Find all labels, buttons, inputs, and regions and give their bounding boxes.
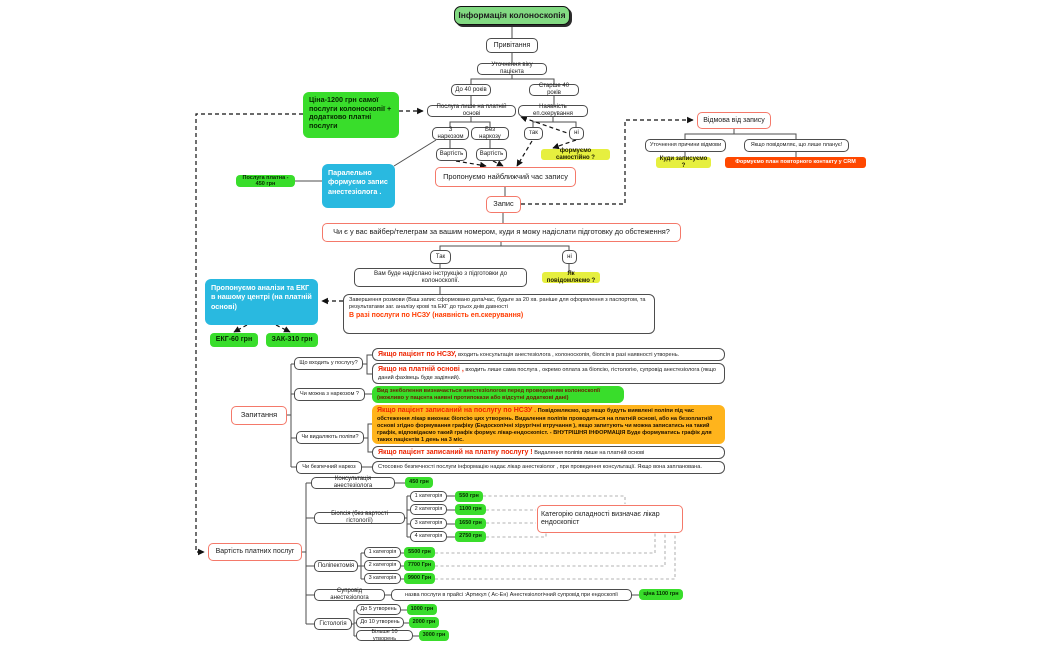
faq-q-safety[interactable]: Чи безпечний наркоз [296, 461, 362, 474]
closing-node[interactable] [343, 294, 655, 334]
biopsy-cat-4[interactable]: 4 категорія [410, 531, 447, 542]
histology-item-2[interactable]: До 10 утворень [356, 617, 404, 628]
polyp-cat-3[interactable]: 3 категорія [364, 573, 401, 584]
faq-q-anesthesia[interactable]: Чи можна з наркозом ? [294, 388, 365, 401]
biopsy-price-3: 1650 грн [455, 518, 486, 529]
faq-a-nszu-rest: входить консультація анестезіолога , колоноскопія, біопсія в разі наявності утворень. [456, 352, 680, 358]
referral-yes-node[interactable]: так [524, 127, 543, 140]
messenger-yes-node[interactable]: Так [430, 250, 451, 264]
messenger-question-node[interactable]: Чи є у вас вайбер/телеграм за вашим номером, куди я можу надіслати підготовку до обстеження? [322, 223, 681, 242]
faq-a-paid-rest: входить лише сама послуга , окремо оплата за біопсію, гістологію, супровід анестезіолога (якщо даний фахівець буде задіяний). [378, 367, 716, 381]
parallel-booking-note[interactable]: Паралельно формуємо запис анестезіолога . [322, 164, 395, 208]
histology-price-1: 1000 грн [407, 604, 437, 615]
polyp-price-3: 9900 Грн [404, 573, 435, 584]
faq-a-anesthesia[interactable]: Вид знеболення визначається анестезіологом перед проведенням колоноскопії (можливо у пацєнта наявні протипокази або відсутні додаткові дані) [372, 386, 624, 403]
faq-a-paid-lead: Якщо на платній основі , [378, 366, 464, 373]
biopsy-cat-2[interactable]: 2 категорія [410, 504, 447, 515]
faq-a-polyps-nszu-rest: Повідомляємо, що якщо будуть виявлені поліпи під час обстеження лікар виконає біопсію цих утворень. Видалення поліпів проводиться на платній основі, або на безоплатній основі згідно формування графіку (Ендоскопічні хірургічні втручання ), якщо запитують чи можна записатись на такий графік, відповідаємо такий графік формує лікар-ендоскопіст. - ВНУТРІШНЯ ІНФОРМАЦІЯ Буде формуватись графік для таких пацієнтів 1 день на 3 міс. [377, 408, 713, 443]
referral-node[interactable]: Наявність еп.скерування [518, 105, 588, 117]
faq-a-polyps-nszu[interactable] [372, 405, 725, 444]
paid-only-node[interactable]: Послуга лише на платній основі [427, 105, 516, 117]
closing-body: Завершення розмови (Ваш запис сформовано дата/час, будьте за 20 хв. раніше для оформлення з паспортом, та результатами заг. аналізу крові та ЕКГ до трьох днів давності [349, 297, 646, 310]
polyp-cat-1[interactable]: 1 категорія [364, 547, 401, 558]
biopsy-cat-1[interactable]: 1 категорія [410, 491, 447, 502]
cost-right-node[interactable]: Вартість [476, 148, 507, 161]
biopsy-cat-3[interactable]: 3 категорія [410, 518, 447, 529]
histology-price-2: 2000 грн [409, 617, 439, 628]
biopsy-node[interactable]: Біопсія (без вартості гістології) [314, 512, 405, 524]
faq-node[interactable]: Запитання [231, 406, 287, 425]
over-40-node[interactable]: Старше 40 років [529, 84, 579, 96]
faq-a-polyps-paid-rest: Видалення поліпів лише на платній основі [532, 450, 645, 456]
self-form-label: формуємо самостійно ? [541, 149, 610, 160]
polyp-price-1: 5500 грн [404, 547, 435, 558]
refusal-reason-node[interactable]: Уточнення причини відмови [645, 139, 726, 152]
faq-a-paid[interactable] [372, 363, 725, 384]
nearest-time-node[interactable]: Пропонуємо найближчий час запису [435, 167, 576, 187]
blood-price-label: ЗАК-310 грн [266, 333, 318, 347]
anesth-support-node[interactable]: Супровід анестезіолога [314, 589, 385, 601]
referral-no-node[interactable]: ні [569, 127, 584, 140]
with-anesthesia-node[interactable]: З наркозом [432, 127, 469, 140]
consultation-price-label: 450 грн [405, 477, 433, 488]
root-node[interactable]: Інформація колоноскопія [454, 6, 570, 25]
age-check-node[interactable]: Уточнення віку пацієнта [477, 63, 547, 75]
analyses-offer-node[interactable]: Пропонуємо аналізи та ЕКГ в нашому центрі (на платній основі) [205, 279, 318, 325]
closing-highlight: В разі послуги по НСЗУ (наявність еп.скерування) [349, 311, 524, 319]
histology-node[interactable]: Гістологія [314, 618, 352, 630]
biopsy-price-4: 2750 грн [455, 531, 486, 542]
category-note-node[interactable]: Категорію складності визначає лікар ендоскопіст [537, 505, 683, 533]
polyp-cat-2[interactable]: 2 категорія [364, 560, 401, 571]
faq-a-polyps-nszu-lead: Якщо пацієнт записаний на послугу по НСЗУ . [377, 407, 537, 414]
under-40-node[interactable]: До 40 років [451, 84, 491, 96]
booking-node[interactable]: Запис [486, 196, 521, 213]
histology-item-1[interactable]: До 5 утворень [356, 604, 401, 615]
messenger-no-node[interactable]: ні [562, 250, 577, 264]
faq-a-polyps-paid[interactable] [372, 446, 725, 459]
without-anesthesia-node[interactable]: Без наркозу [471, 127, 509, 140]
greeting-node[interactable]: Привітання [486, 38, 538, 53]
cost-left-node[interactable]: Вартість [436, 148, 467, 161]
refusal-plans-node[interactable]: Якщо повідомляє, що лише планує! [744, 139, 849, 152]
faq-q-polyps[interactable]: Чи видаляють поліпи? [296, 431, 364, 444]
anesth-support-desc-node[interactable]: назва послуги в прайсі :Артикул ( Ас-Ен) Анестезіологічний супровід при ендоскопії [391, 589, 632, 601]
how-notify-label: Як повідомляємо ? [542, 272, 600, 283]
histology-item-3[interactable]: Більше 10 утворень [356, 630, 413, 641]
polypectomy-node[interactable]: Поліпектомія [314, 560, 358, 572]
biopsy-price-2: 1100 грн [455, 504, 486, 515]
where-book-label: Куди записуємо ? [656, 157, 711, 168]
faq-a-polyps-paid-lead: Якщо пацієнт записаний на платну послугу ! [378, 449, 533, 456]
histology-price-3: 3000 грн [419, 630, 449, 641]
faq-a-nszu[interactable] [372, 348, 725, 361]
refusal-node[interactable]: Відмова від запису [697, 112, 771, 129]
price-note[interactable]: Ціна-1200 грн самої послуги колоноскопії + додатково платні послуги [303, 92, 399, 138]
pricing-node[interactable]: Вартість платних послуг [208, 543, 302, 561]
faq-q-included[interactable]: Що входить у послугу? [294, 357, 363, 370]
faq-a-safety[interactable]: Стосовно безпечності послуги інформацію надає лікар анестезіолог , при проведення консультації. Якщо вона запланована. [372, 461, 725, 474]
consultation-node[interactable]: Консультація анестезіолога [311, 477, 395, 489]
instruction-node[interactable]: Вам буде надіслано інструкцію з підготовки до колоноскопії. [354, 268, 527, 287]
polyp-price-2: 7700 Грн [404, 560, 435, 571]
anesth-support-price-label: ціна 1100 грн [639, 589, 683, 600]
faq-a-nszu-lead: Якщо пацієнт по НСЗУ, [378, 351, 457, 358]
ecg-price-label: ЕКГ-60 грн [210, 333, 258, 347]
crm-plan-label: Формуємо план повторного контакту у CRM [725, 157, 866, 168]
paid-service-label: Послуга платна - 450 грн [236, 175, 295, 187]
biopsy-price-1: 550 грн [455, 491, 483, 502]
